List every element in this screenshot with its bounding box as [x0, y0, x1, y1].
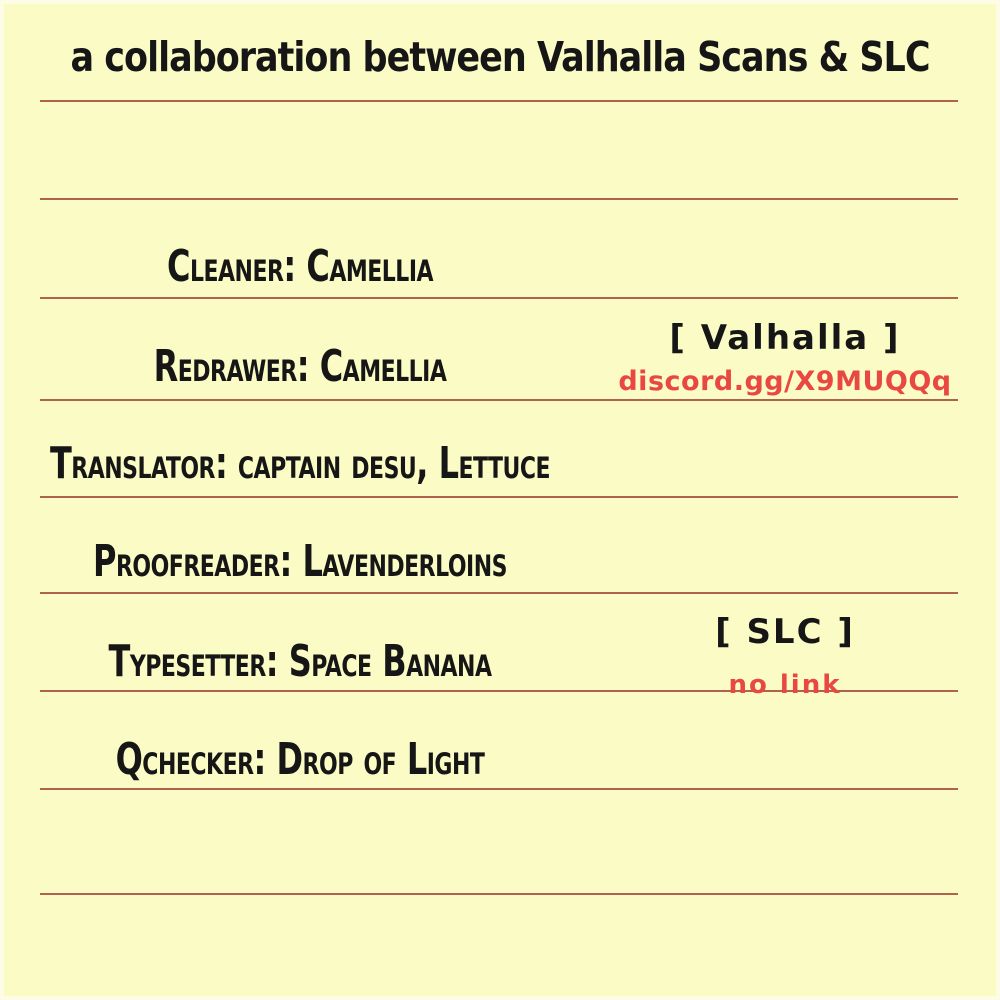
group-name: [ Valhalla ]	[669, 318, 901, 358]
credit-label: Typesetter: Space Banana	[108, 635, 492, 687]
discord-link-text: discord.gg/X9MUQQq	[618, 366, 952, 397]
credit-row-cleaner	[40, 242, 560, 296]
page-title: a collaboration between Valhalla Scans & SLC	[70, 34, 930, 82]
group-name: [ SLC ]	[715, 612, 855, 652]
ruled-line	[40, 893, 958, 895]
ruled-line	[40, 198, 958, 200]
no-link-text: no link	[728, 670, 842, 700]
credit-label: Redrawer: Camellia	[153, 340, 447, 392]
credit-row-qchecker	[40, 735, 560, 789]
credit-label: Translator: captain desu, Lettuce	[49, 437, 551, 489]
credit-label: Proofreader: Lavenderloins	[93, 535, 507, 587]
credit-row-proofreader	[40, 537, 560, 591]
group-slc	[610, 610, 960, 701]
credit-label: Cleaner: Camellia	[166, 240, 434, 292]
ruled-line	[40, 399, 958, 401]
credit-row-translator	[40, 439, 560, 493]
ruled-line	[40, 100, 958, 102]
credit-label: Qchecker: Drop of Light	[115, 733, 485, 785]
credit-row-typesetter	[40, 637, 560, 691]
ruled-line	[40, 496, 958, 498]
credit-row-redrawer	[40, 342, 560, 396]
group-valhalla	[610, 316, 960, 398]
